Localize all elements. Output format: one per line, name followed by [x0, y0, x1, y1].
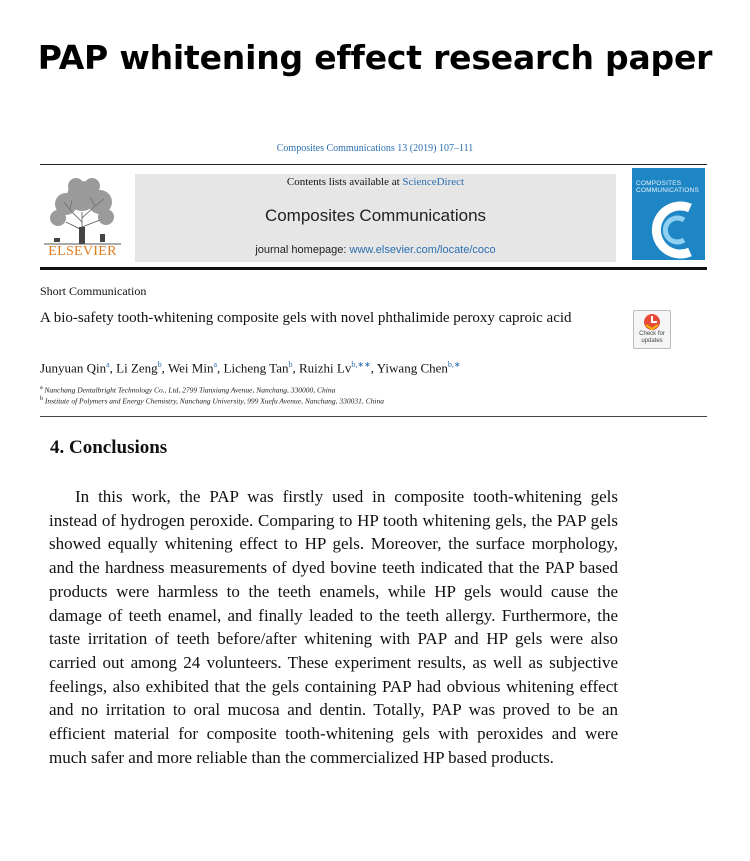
conclusion-paragraph: In this work, the PAP was firstly used in composite tooth-whitening gels instead of hydrogen peroxide. Comparing to HP tooth whitening gels, the PAP gels showed equally whitening effect to HP gels. Moreover, the surface morphology, and the hardness measurements of dyed bovine teeth indicated that the PAP based products were harmless to the teeth enamels, while HP gels would cause the damage of teeth enamel, and finally leaded to the teeth allergy. Furthermore, the taste irritation of teeth before/after whitening with PAP and HP gels were also carried out among 24 volunteers. These experiment results, as well as subjective feelings, also exhibited that the gels containing PAP had obvious whitening effect and no irritation to oral mucosa and dentin. Totally, PAP was proved to be an efficient material for composite tooth-whitening gels with peroxides and were much safer and more reliable than the commercialized HP based products.	[49, 487, 618, 767]
author-name[interactable]: Ruizhi Lv	[298, 360, 352, 376]
affiliation-text: Institute of Polymers and Energy Chemistry, Nanchang University, 999 Xuefu Avenue, Nanchang, 330031, China	[44, 396, 385, 406]
cover-title: COMPOSITES COMMUNICATIONS	[636, 180, 699, 194]
affiliation-a	[40, 385, 335, 395]
author-affiliation-mark[interactable]: a	[106, 360, 110, 369]
author-list: Junyuan Qin$^a$, Li Zeng$^b$, Wei Min$^a$, Licheng Tan$^b$, Ruizhi $Lv^{b,∗∗}$, Yiwang Chen$^{b,∗}$	[40, 360, 461, 376]
article-title: A bio-safety tooth-whitening composite gels with novel phthalimide peroxy caproic acid	[40, 310, 572, 326]
page-title: PAP whitening effect research paper	[37, 38, 713, 77]
update-badge-label: Check for updates	[639, 331, 665, 344]
author-name[interactable]: Yiwang Chen	[376, 360, 448, 376]
author-affiliation-mark[interactable]: b	[288, 360, 293, 369]
author-affiliation-mark[interactable]: b,∗∗	[351, 360, 371, 369]
journal-cover[interactable]	[632, 168, 705, 260]
check-for-updates-badge[interactable]	[633, 310, 671, 349]
contents-prefix: Contents lists available at	[286, 176, 400, 188]
journal-homepage-line	[135, 244, 616, 256]
article-divider	[40, 416, 707, 417]
affiliation-text: Nanchang Dentalbright Technology Co., Ltd, 2799 Tianxiang Avenue, Nanchang, 330000, China	[44, 385, 336, 395]
author-affiliation-mark[interactable]: a	[213, 360, 218, 369]
author-affiliation-mark[interactable]: b,∗	[447, 360, 461, 369]
cover-graphic	[632, 168, 705, 260]
header-divider-top	[40, 164, 707, 165]
homepage-link[interactable]: www.elsevier.com/locate/coco	[349, 244, 496, 256]
journal-citation[interactable]: Composites Communications 13 (2019) 107–111	[276, 143, 474, 154]
header-divider-bottom	[40, 267, 707, 270]
contents-available-line	[135, 176, 616, 188]
sciencedirect-link[interactable]: ScienceDirect	[402, 176, 465, 188]
update-icon	[634, 312, 670, 332]
journal-name: Composites Communications	[264, 206, 487, 225]
homepage-prefix: journal homepage:	[255, 244, 347, 256]
section-heading: 4. Conclusions	[50, 437, 168, 458]
author-affiliation-mark[interactable]: b	[157, 360, 162, 369]
author-name[interactable]: Wei Min	[167, 360, 214, 376]
affiliation-mark: a	[40, 385, 43, 391]
author-name[interactable]: Licheng Tan	[223, 360, 289, 376]
article-type: Short Communication	[40, 284, 147, 298]
affiliation-b	[40, 396, 384, 406]
affiliation-mark: b	[40, 396, 43, 402]
author-name[interactable]: Li Zeng	[116, 360, 158, 376]
journal-header-box	[135, 174, 616, 262]
elsevier-wordmark: ELSEVIER	[48, 244, 117, 259]
author-name[interactable]: Junyuan Qin	[40, 360, 107, 376]
